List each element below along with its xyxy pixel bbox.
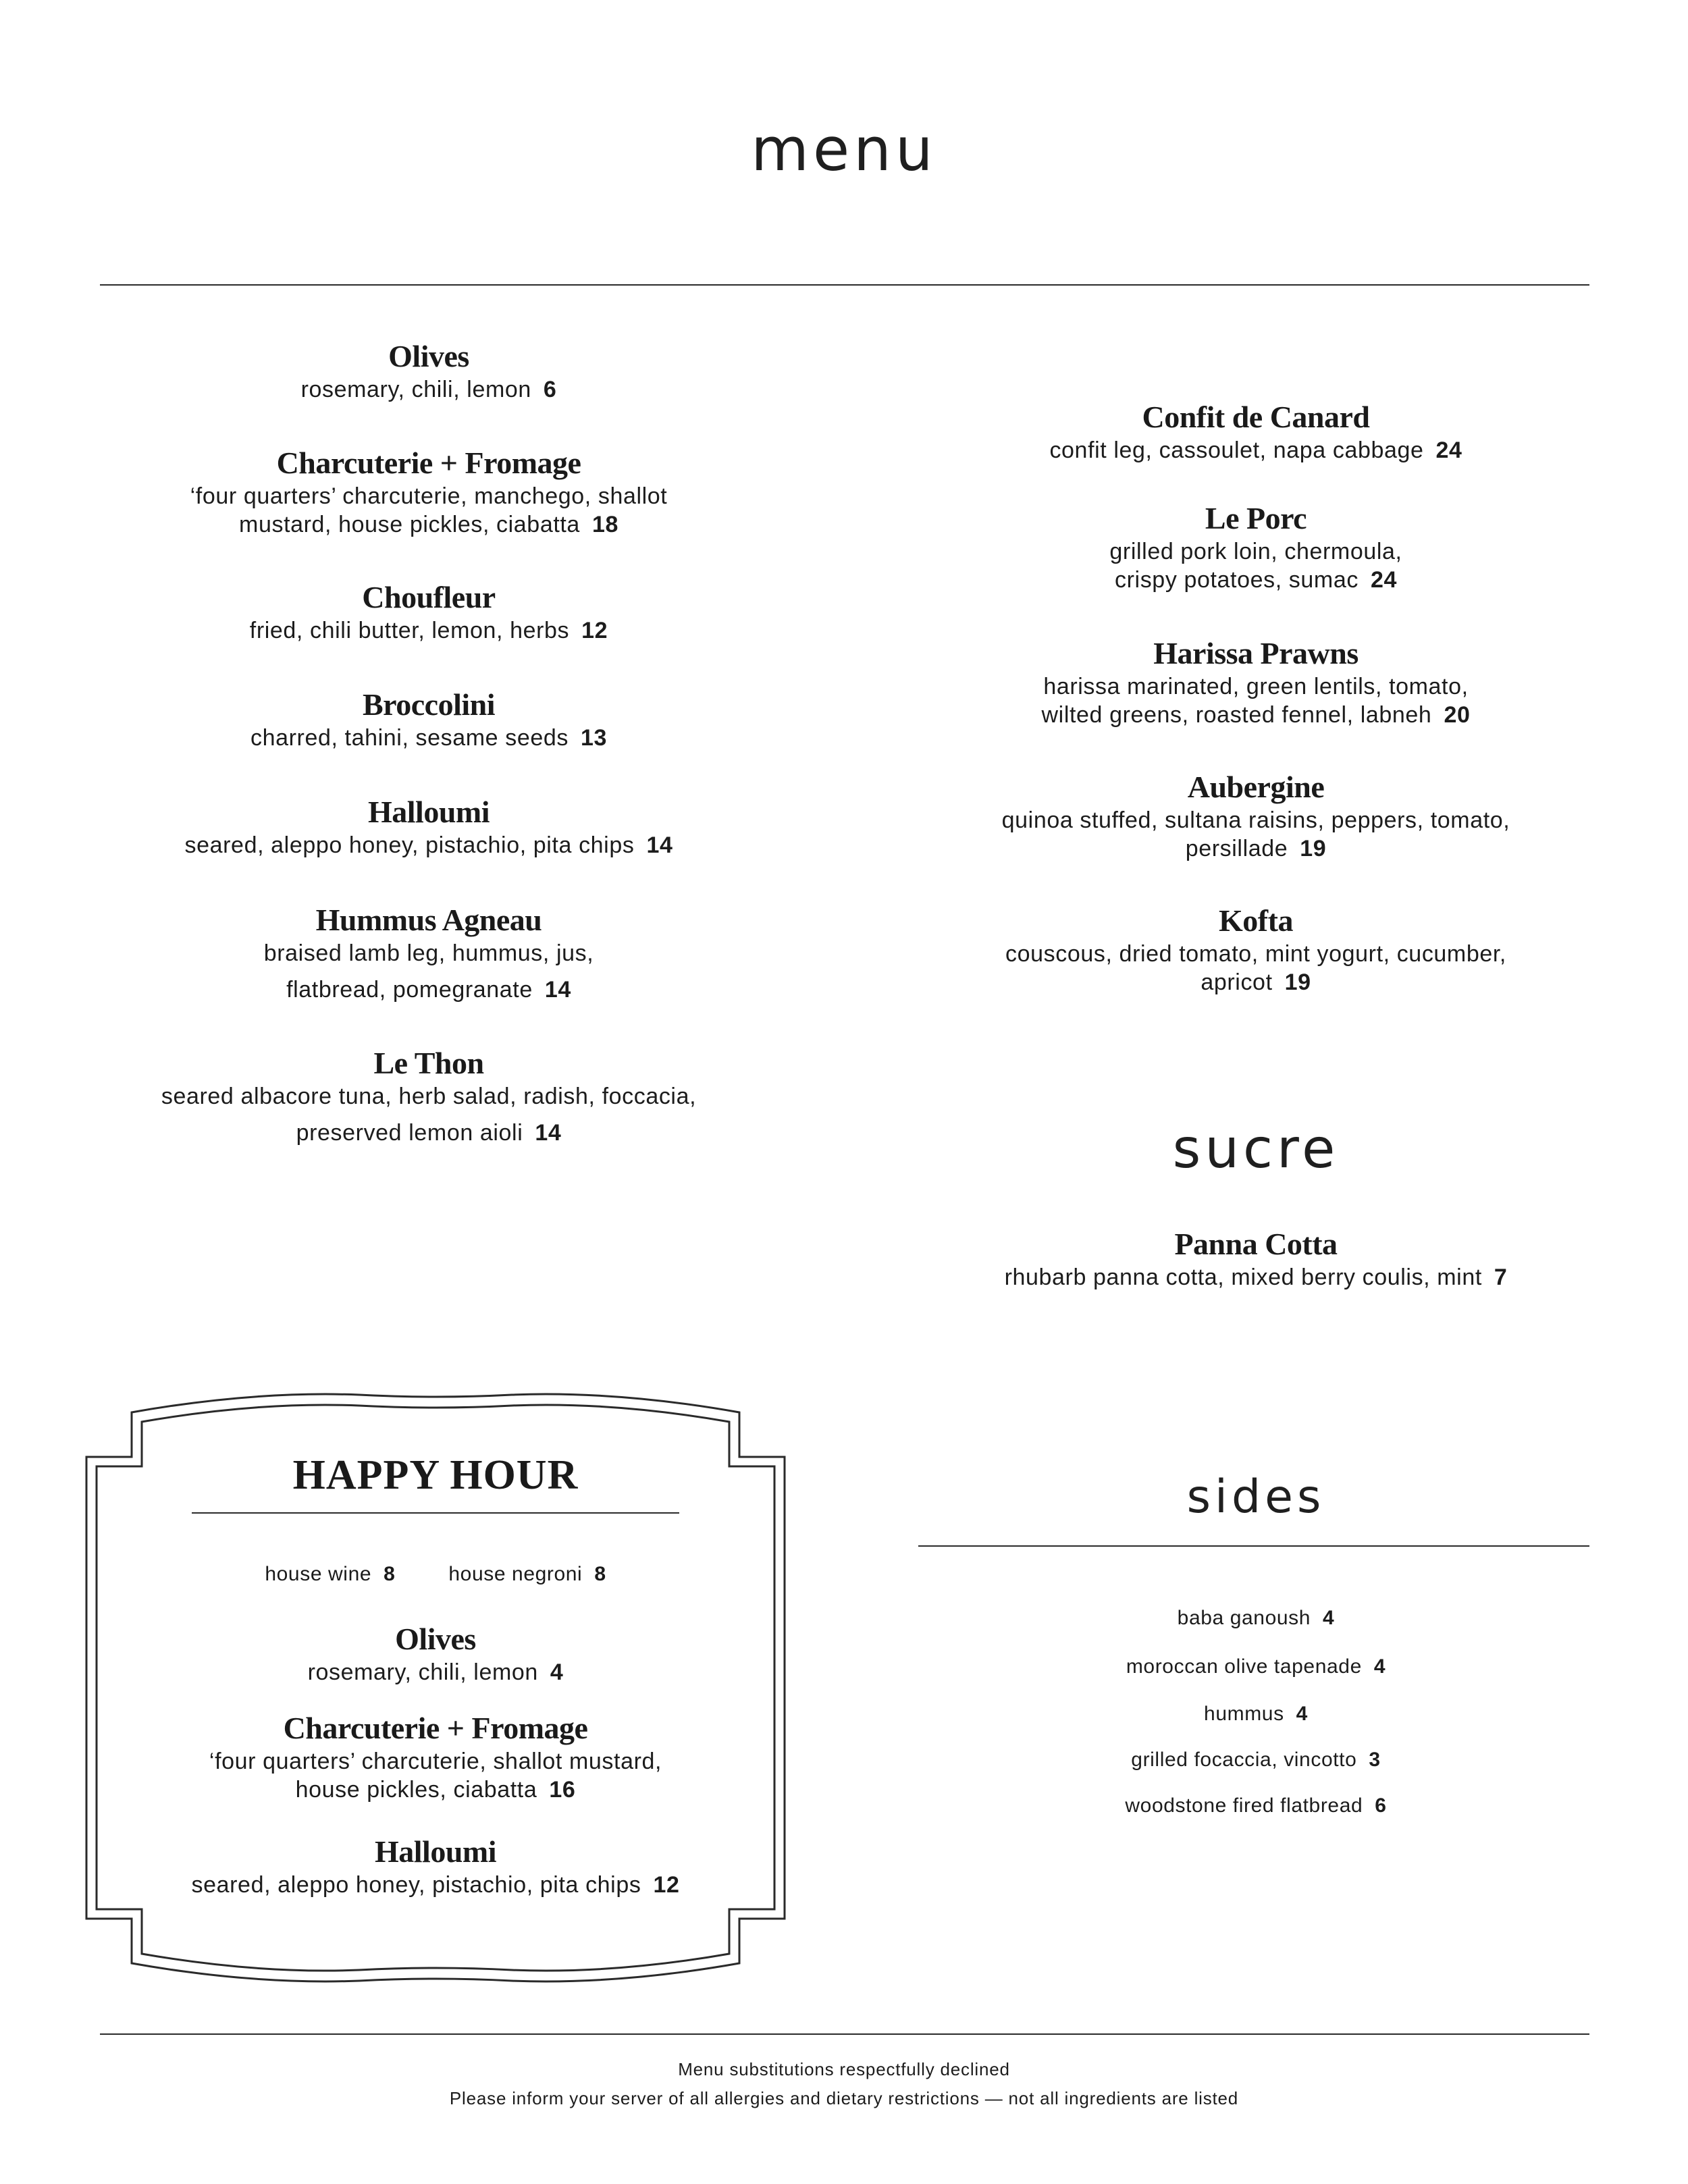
item-description: harissa marinated, green lentils, tomato, xyxy=(1043,674,1469,699)
item-name: Confit de Canard xyxy=(1142,400,1370,434)
menu-item xyxy=(918,902,1593,996)
item-description: house pickles, ciabatta 16 xyxy=(295,1777,576,1803)
item-description: rosemary, chili, lemon 4 xyxy=(307,1659,564,1685)
menu-item xyxy=(74,579,783,645)
sides-heading: sides xyxy=(1186,1470,1325,1524)
item-description: apricot 19 xyxy=(1201,969,1311,995)
menu-item xyxy=(918,500,1593,594)
item-price: 6 xyxy=(543,377,557,402)
item-name: Charcuterie + Fromage xyxy=(283,1711,588,1745)
item-name: Aubergine xyxy=(1187,770,1325,804)
item-name: Olives xyxy=(388,339,469,373)
item-price: 4 xyxy=(1373,1655,1386,1678)
menu-item xyxy=(74,793,783,859)
item-description: ‘four quarters’ charcuterie, manchego, shallot xyxy=(190,483,668,509)
item-description: seared, aleppo honey, pistachio, pita chips 12 xyxy=(191,1872,680,1898)
item-name: Le Thon xyxy=(373,1046,484,1080)
sides-divider xyxy=(918,1545,1589,1547)
sucre-heading: sucre xyxy=(1172,1117,1340,1180)
footer-allergy-notice: Please inform your server of all allergies and dietary restrictions — not all ingredients are listed xyxy=(449,2088,1239,2108)
item-price: 4 xyxy=(550,1659,564,1685)
item-name: Panna Cotta xyxy=(1174,1227,1338,1261)
side-item: moroccan olive tapenade 4 xyxy=(1126,1655,1386,1678)
dessert-item xyxy=(918,1225,1593,1291)
item-price: 4 xyxy=(1323,1607,1335,1629)
item-price: 4 xyxy=(1296,1703,1308,1725)
item-name: Le Porc xyxy=(1205,501,1307,535)
item-name: Kofta xyxy=(1219,903,1293,938)
menu-item xyxy=(74,444,783,539)
item-price: 19 xyxy=(1284,969,1311,995)
item-name: Hummus Agneau xyxy=(315,903,542,937)
item-description: quinoa stuffed, sultana raisins, peppers, tomato, xyxy=(1001,807,1510,833)
item-price: 6 xyxy=(1375,1794,1387,1817)
item-name: Halloumi xyxy=(374,1834,497,1869)
side-item: grilled focaccia, vincotto 3 xyxy=(1131,1749,1381,1771)
item-price: 12 xyxy=(653,1872,680,1898)
item-price: 12 xyxy=(581,618,608,643)
item-description: mustard, house pickles, ciabatta 18 xyxy=(239,512,618,537)
item-description: rhubarb panna cotta, mixed berry coulis, mint 7 xyxy=(1004,1264,1508,1290)
item-description: rosemary, chili, lemon 6 xyxy=(300,377,557,402)
menu-item xyxy=(74,686,783,752)
item-description: ‘four quarters’ charcuterie, shallot mustard, xyxy=(209,1749,662,1774)
item-price: 13 xyxy=(580,725,607,751)
item-price: 20 xyxy=(1444,702,1471,728)
item-price: 8 xyxy=(384,1563,396,1585)
drink-item: house wine 8 xyxy=(265,1563,396,1585)
item-price: 18 xyxy=(591,512,618,537)
item-description: preserved lemon aioli 14 xyxy=(296,1120,562,1146)
item-name: Olives xyxy=(395,1622,476,1656)
item-price: 24 xyxy=(1435,437,1462,463)
item-description: grilled pork loin, chermoula, xyxy=(1109,539,1402,564)
item-description: couscous, dried tomato, mint yogurt, cucumber, xyxy=(1005,941,1506,967)
item-description: persillade 19 xyxy=(1185,836,1327,861)
item-description: seared albacore tuna, herb salad, radish, foccacia, xyxy=(161,1084,697,1109)
item-name: Halloumi xyxy=(367,795,490,829)
item-description: braised lamb leg, hummus, jus, xyxy=(263,940,594,966)
side-item: hummus 4 xyxy=(1204,1703,1308,1725)
item-price: 8 xyxy=(594,1563,606,1585)
item-description: crispy potatoes, sumac 24 xyxy=(1115,567,1397,593)
happy-hour-title: HAPPY HOUR xyxy=(292,1452,579,1498)
item-description: charred, tahini, sesame seeds 13 xyxy=(250,725,607,751)
item-price: 14 xyxy=(544,977,571,1003)
item-description: flatbread, pomegranate 14 xyxy=(286,977,571,1003)
item-price: 24 xyxy=(1370,567,1397,593)
footer-substitutions: Menu substitutions respectfully declined xyxy=(678,2059,1010,2079)
item-price: 19 xyxy=(1300,836,1327,861)
menu-item xyxy=(918,398,1593,464)
happy-hour-item xyxy=(81,1833,790,1899)
menu-item xyxy=(918,768,1593,863)
side-item: woodstone fired flatbread 6 xyxy=(1125,1794,1387,1817)
sides-list xyxy=(918,1607,1593,1836)
menu-item xyxy=(74,901,783,1004)
item-description: seared, aleppo honey, pistachio, pita chips 14 xyxy=(184,832,673,858)
item-name: Harissa Prawns xyxy=(1153,636,1359,670)
happy-hour-item xyxy=(81,1709,790,1804)
item-name: Choufleur xyxy=(362,580,496,614)
happy-hour-divider xyxy=(192,1512,679,1514)
drink-item: house negroni 8 xyxy=(448,1563,606,1585)
item-price: 7 xyxy=(1494,1264,1508,1290)
menu-item xyxy=(918,635,1593,729)
item-price: 16 xyxy=(549,1777,576,1803)
bottom-divider xyxy=(100,2033,1589,2035)
happy-hour-item xyxy=(81,1620,790,1686)
item-name: Broccolini xyxy=(362,687,496,722)
side-item: baba ganoush 4 xyxy=(1177,1607,1335,1629)
item-description: wilted greens, roasted fennel, labneh 20 xyxy=(1041,702,1471,728)
item-price: 14 xyxy=(535,1120,562,1146)
item-price: 14 xyxy=(646,832,673,858)
menu-title: menu xyxy=(751,115,937,184)
menu-item xyxy=(74,1044,783,1147)
menu-item xyxy=(74,338,783,404)
top-divider xyxy=(100,284,1589,286)
item-description: confit leg, cassoulet, napa cabbage 24 xyxy=(1049,437,1462,463)
happy-hour-drinks xyxy=(81,1563,790,1586)
item-price: 3 xyxy=(1369,1749,1381,1771)
item-description: fried, chili butter, lemon, herbs 12 xyxy=(249,618,608,643)
item-name: Charcuterie + Fromage xyxy=(276,446,581,480)
